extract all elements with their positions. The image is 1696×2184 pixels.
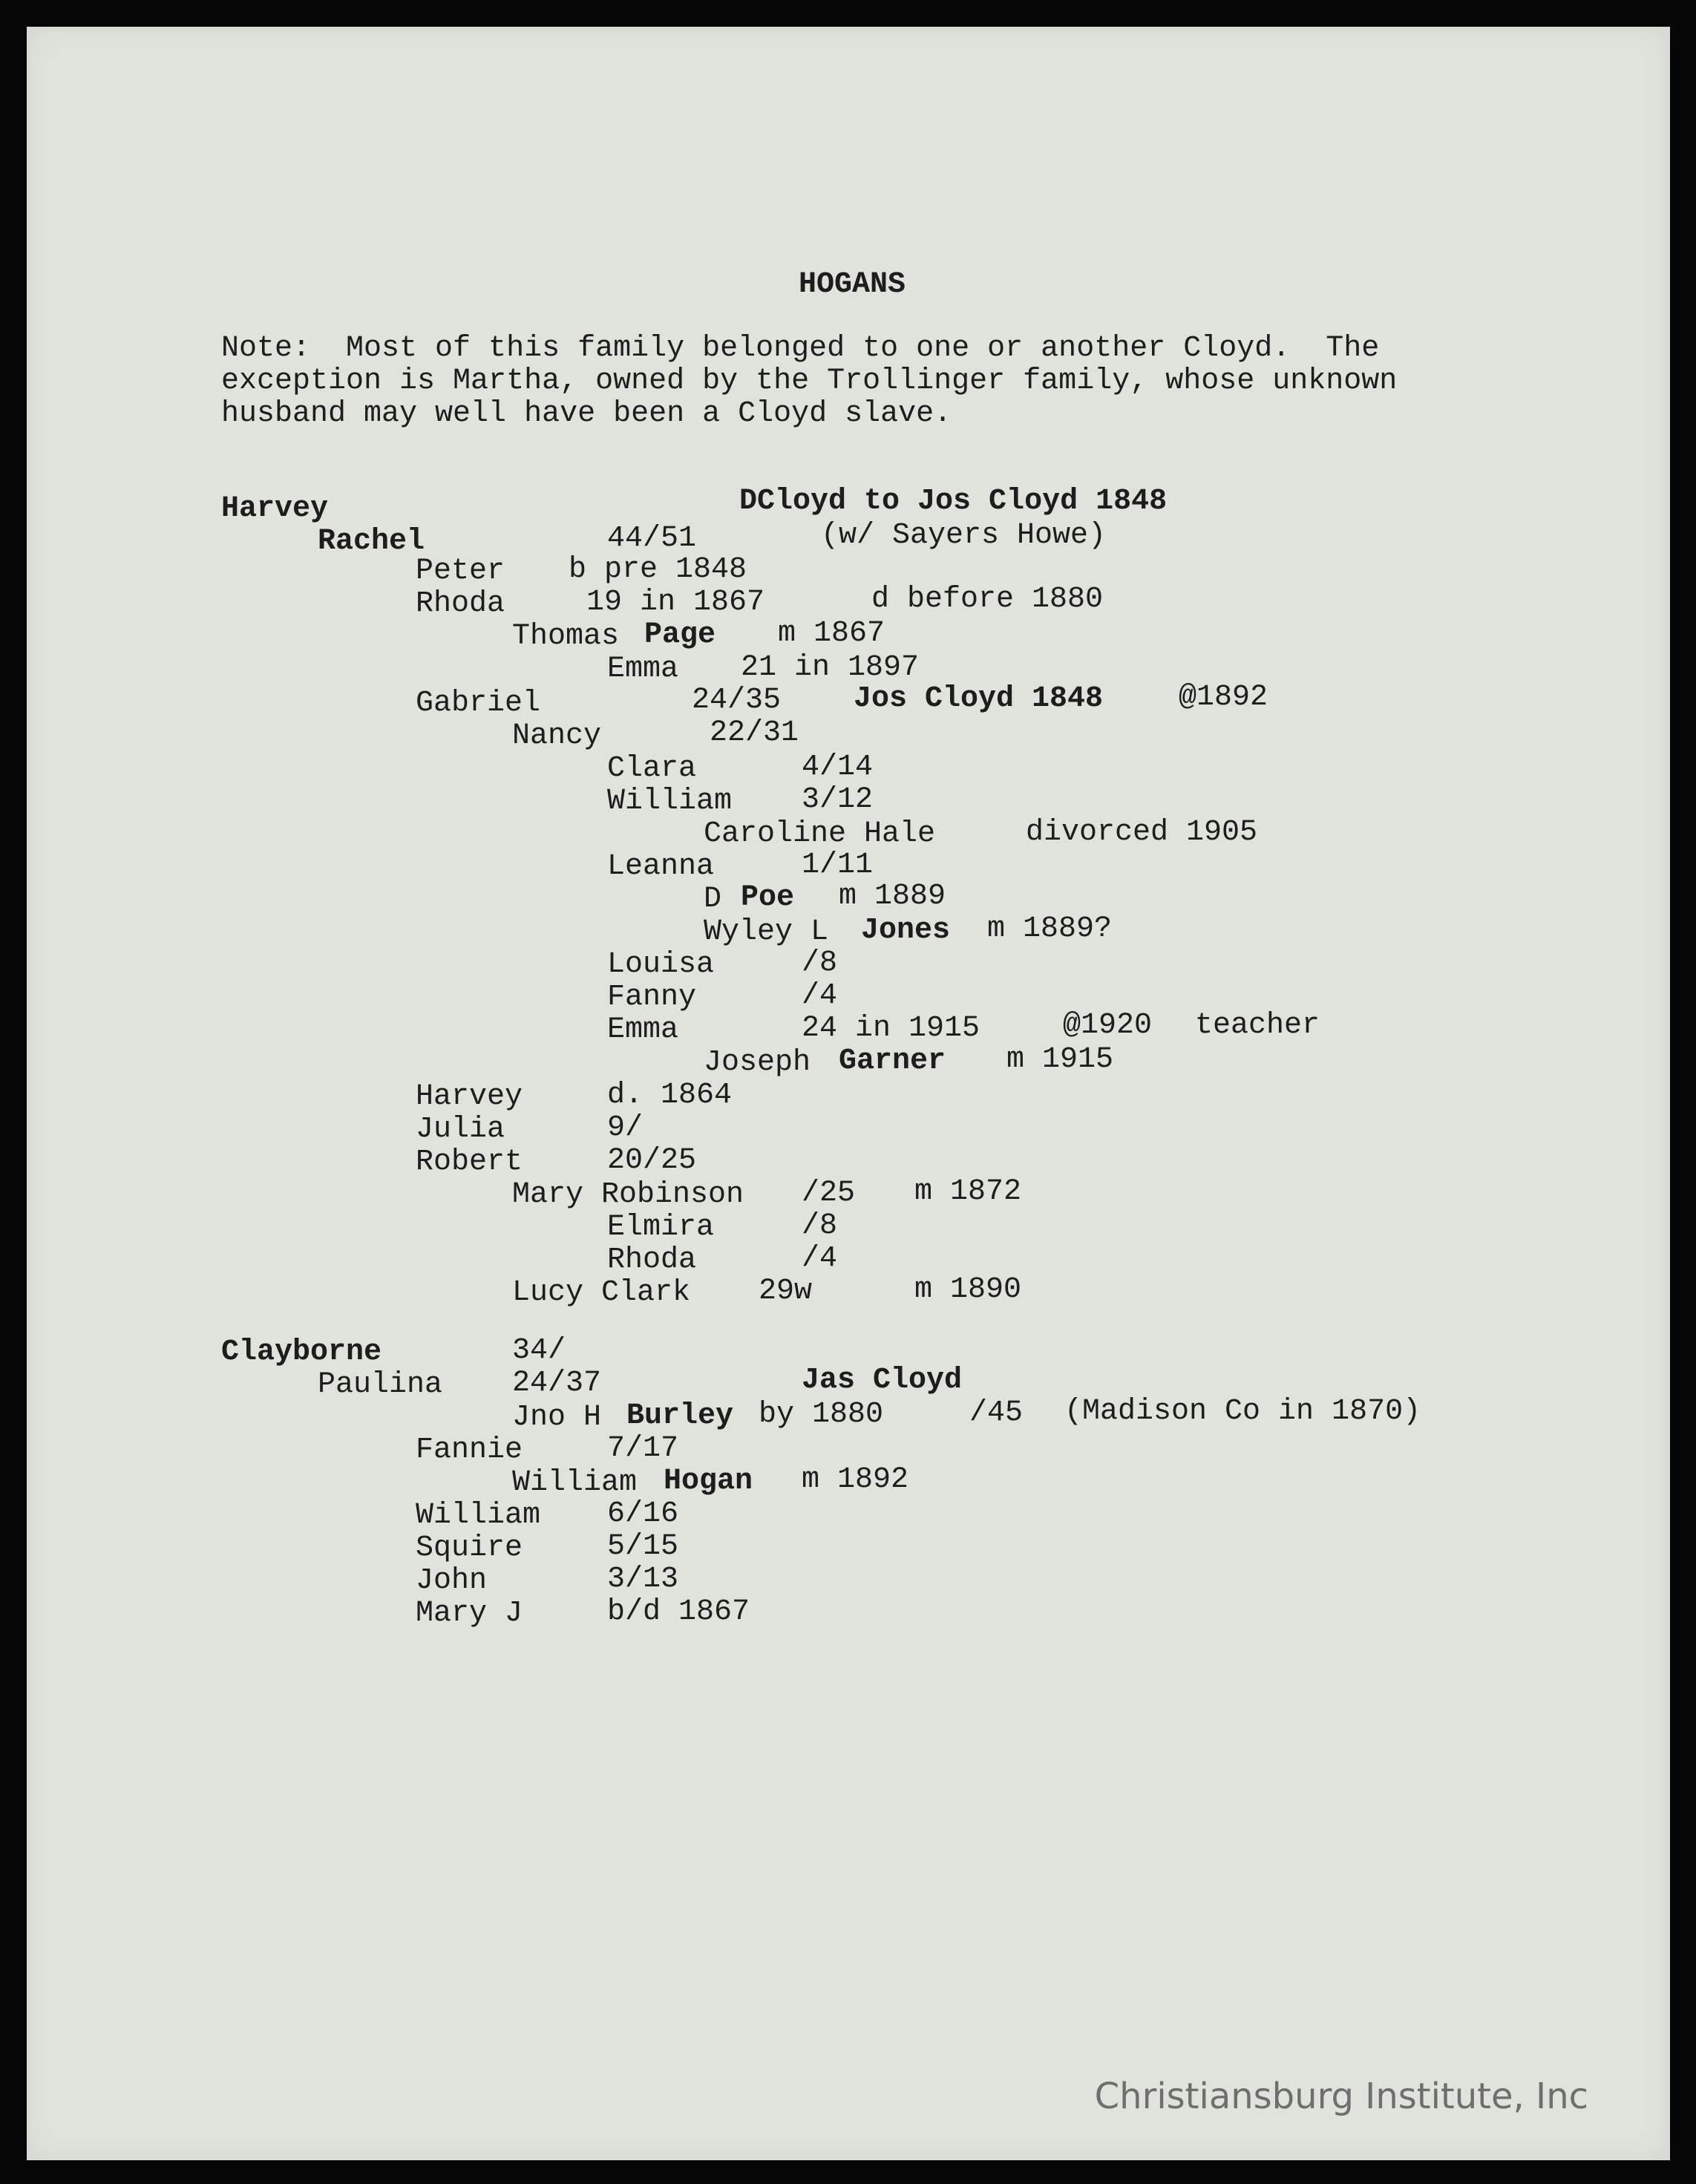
entry-william2-name: William [416,1499,541,1532]
entry-jno-last: Burley [626,1399,734,1433]
entry-squire-name: Squire [416,1531,523,1565]
entry-thomas-last: Page [644,618,716,652]
note-line-3: husband may well have been a Cloyd slave. [221,397,952,431]
entry-jno-by: by 1880 [759,1398,884,1431]
entry-louisa-ages: /8 [802,946,838,980]
entry-harvey2-note: d. 1864 [607,1079,733,1112]
document-page [27,27,1670,2160]
entry-fanny-ages: /4 [802,979,838,1013]
entry-fannie-ages: 7/17 [607,1432,679,1465]
entry-clara-name: Clara [607,752,697,785]
entry-joseph-first: Joseph [704,1046,811,1079]
note-line-1: Note: Most of this family belonged to one or another Cloyd. The [221,332,1380,365]
note-line-2: exception is Martha, owned by the Trollinger family, whose unknown [221,364,1398,398]
page-title: HOGANS [799,268,906,301]
entry-jno-first: Jno H [512,1401,602,1434]
entry-whogan-last: Hogan [664,1465,753,1498]
entry-wyley-first: Wyley L [704,915,829,949]
entry-rhoda2-ages: /4 [802,1242,838,1275]
entry-wyley-last: Jones [861,914,951,947]
entry-clayborne-name: Clayborne [221,1335,382,1369]
entry-dpoe-first: D [704,883,722,916]
entry-rhoda-age: 19 in 1867 [586,586,765,619]
entry-lucy-note: m 1890 [914,1273,1022,1307]
entry-emma1-name: Emma [607,653,679,686]
entry-joseph-last: Garner [839,1044,946,1078]
entry-whogan-note: m 1892 [802,1463,909,1497]
entry-emma2-age: 24 in 1915 [802,1012,980,1045]
entry-emma2-occupation: teacher [1195,1009,1320,1042]
entry-julia-name: Julia [416,1113,505,1146]
entry-robert-name: Robert [416,1145,523,1179]
entry-rhoda-note: d before 1880 [871,583,1104,616]
entry-nancy-name: Nancy [512,719,602,753]
entry-fannie-name: Fannie [416,1433,523,1467]
entry-john-ages: 3/13 [607,1563,679,1596]
entry-rhoda-name: Rhoda [416,587,505,621]
entry-mary-ages: /25 [802,1177,856,1210]
entry-robert-ages: 20/25 [607,1144,697,1177]
entry-gabriel-ages: 24/35 [692,684,782,717]
entry-john-name: John [416,1564,488,1598]
entry-maryj-note: b/d 1867 [607,1595,750,1629]
entry-thomas-note: m 1867 [778,617,885,650]
entry-harvey2-name: Harvey [416,1080,523,1114]
entry-william-ages: 3/12 [802,783,874,817]
entry-jno-note: (Madison Co in 1870) [1064,1395,1421,1428]
entry-rachel-ages: 44/51 [607,522,697,555]
entry-harvey-name: Harvey [221,492,329,526]
entry-caroline-name: Caroline Hale [704,817,936,851]
entry-gabriel-note: @1892 [1179,681,1268,714]
entry-emma2-note: @1920 [1063,1009,1153,1042]
entry-lucy-name: Lucy Clark [512,1276,691,1310]
entry-maryj-name: Mary J [416,1597,523,1630]
entry-emma1-note: 21 in 1897 [741,651,920,684]
entry-thomas-first: Thomas [512,620,620,653]
entry-dpoe-last: Poe [741,881,795,915]
entry-squire-ages: 5/15 [607,1530,679,1563]
entry-paulina-owner: Jas Cloyd [802,1364,963,1397]
entry-peter-name: Peter [416,555,505,588]
entry-gabriel-name: Gabriel [416,687,541,720]
entry-lucy-ages: 29w [759,1275,813,1308]
entry-caroline-note: divorced 1905 [1026,816,1258,849]
entry-mary-name: Mary Robinson [512,1178,744,1212]
entry-leanna-ages: 1/11 [802,849,874,882]
entry-leanna-name: Leanna [607,850,715,883]
entry-joseph-note: m 1915 [1006,1043,1114,1076]
entry-fanny-name: Fanny [607,981,697,1014]
entry-louisa-name: Louisa [607,948,715,981]
entry-elmira-ages: /8 [802,1209,838,1243]
entry-clayborne-ages: 34/ [512,1334,566,1367]
entry-paulina-name: Paulina [318,1368,443,1402]
entry-whogan-first: William [512,1466,638,1500]
entry-paulina-ages: 24/37 [512,1367,602,1400]
entry-william-name: William [607,785,733,818]
watermark: Christiansburg Institute, Inc [1094,2076,1588,2117]
entry-mary-note: m 1872 [914,1175,1022,1209]
entry-wyley-note: m 1889? [987,912,1113,946]
entry-rachel-note: (w/ Sayers Howe) [821,519,1107,552]
entry-elmira-name: Elmira [607,1211,715,1244]
entry-dpoe-note: m 1889 [839,880,946,913]
entry-harvey-source: DCloyd to Jos Cloyd 1848 [739,485,1168,518]
entry-rhoda2-name: Rhoda [607,1243,697,1277]
entry-peter-note: b pre 1848 [569,553,747,586]
entry-emma2-name: Emma [607,1013,679,1047]
entry-clara-ages: 4/14 [802,751,874,784]
entry-rachel-name: Rachel [318,525,425,558]
entry-gabriel-owner: Jos Cloyd 1848 [854,682,1104,716]
entry-nancy-ages: 22/31 [710,716,799,750]
entry-william2-ages: 6/16 [607,1497,679,1531]
entry-julia-ages: 9/ [607,1111,644,1145]
entry-jno-ages: /45 [969,1396,1024,1430]
